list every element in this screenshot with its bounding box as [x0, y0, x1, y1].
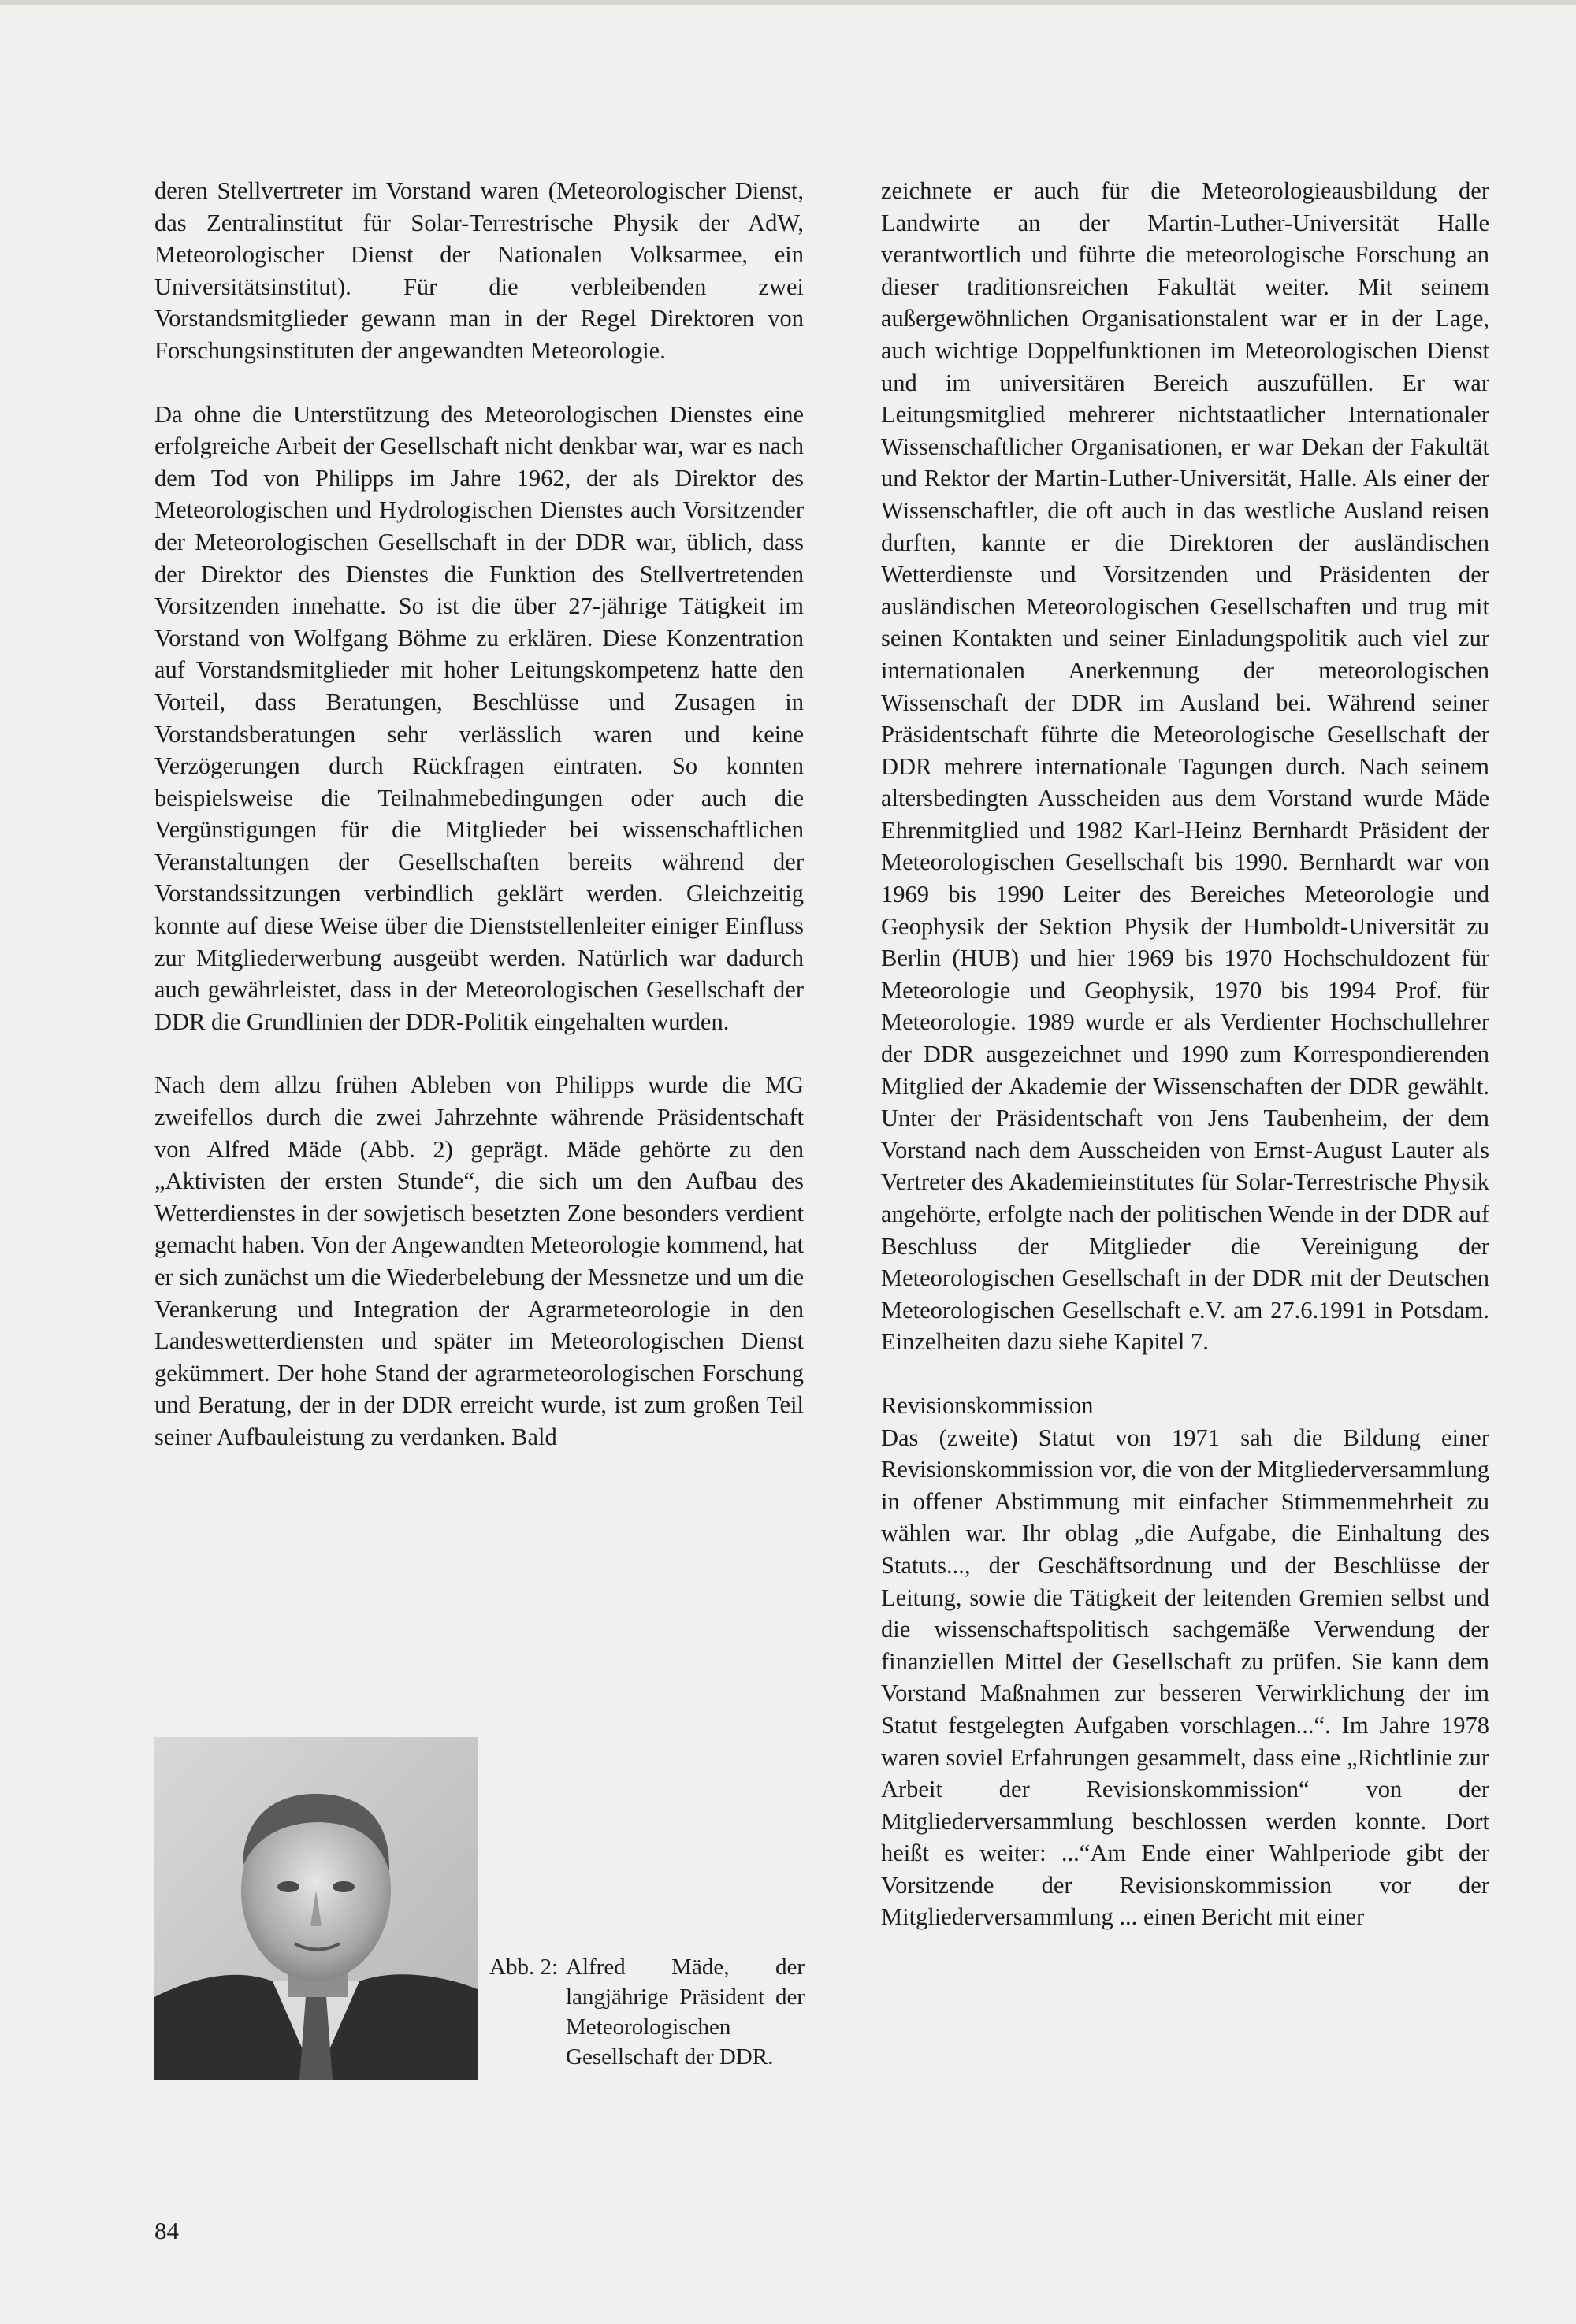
- figure-caption: [489, 1952, 805, 2072]
- figure-abb-2: [154, 1737, 804, 2080]
- portrait-photo: [154, 1737, 478, 2080]
- paragraph: deren Stellvertreter im Vorstand waren (Meteorologischer Dienst, das Zentralinstitut für Solar-Terrestrische Physik der AdW, Meteorologischer Dienst der Nationalen Volksarmee, ein Universitätsinstitut). Für die verbleibenden zwei Vorstandsmitglieder gewann man in der Regel Direktoren von Forschungsinstituten der angewandten Meteorologie.: [154, 177, 804, 364]
- paragraph: zeichnete er auch für die Meteorologieausbildung der Landwirte an der Martin-Luther-Universität Halle verantwortlich und führte die meteorologische Forschung an dieser traditionsreichen Fakultät weiter. Mit seinem außergewöhnlichen Organisationstalent war er in der Lage, auch wichtige Doppelfunktionen im Meteorologischen Dienst und im universitären Bereich auszufüllen. Er war Leitungsmitglied mehrerer nichtstaatlicher Internationaler Wissenschaftlicher Organisationen, er war Dekan der Fakultät und Rektor der Martin-Luther-Universität, Halle. Als einer der Wissenschaftler, die oft auch in das westliche Ausland reisen durften, kannte er die Direktoren der ausländischen Wetterdienste und Vorsitzenden und Präsidenten der ausländischen Meteorologischen Gesellschaften und trug mit seinen Kontakten und seiner Einladungspolitik auch viel zur internationalen Anerkennung der meteorologischen Wissenschaft der DDR im Ausland bei. Während seiner Präsidentschaft führte die Meteorologische Gesellschaft der DDR mehrere internationale Tagungen durch. Nach seinem altersbedingten Ausscheiden aus dem Vorstand wurde Mäde Ehrenmitglied und 1982 Karl-Heinz Bernhardt Präsident der Meteorologischen Gesellschaft bis 1990. Bernhardt war von 1969 bis 1990 Leiter des Bereiches Meteorologie und Geophysik der Sektion Physik der Humboldt-Universität zu Berlin (HUB) und hier 1969 bis 1970 Hochschuldozent für Meteorologie und Geophysik, 1970 bis 1994 Prof. für Meteorologie. 1989 wurde er als Verdienter Hochschullehrer der DDR ausgezeichnet und 1990 zum Korrespondierenden Mitglied der Akademie der Wissenschaften der DDR gewählt. Unter der Präsidentschaft von Jens Taubenheim, der dem Vorstand nach dem Ausscheiden von Ernst-August Lauter als Vertreter des Akademieinstitutes für Solar-Terrestrische Physik angehörte, erfolgte nach der politischen Wende in der DDR auf Beschluss der Mitglieder die Vereinigung der Meteorologischen Gesellschaft in der DDR mit der Deutschen Meteorologischen Gesellschaft e.V. am 27.6.1991 in Potsdam. Einzelheiten dazu siehe Kapitel 7.: [881, 177, 1489, 1356]
- left-column: [154, 175, 804, 1453]
- section-heading: Revisionskommission: [881, 1391, 1094, 1419]
- figure-caption-text: Alfred Mäde, der langjährige Präsident der Meteorologischen Gesellschaft der DDR.: [566, 1955, 805, 2070]
- paragraph: Da ohne die Unterstützung des Meteorologischen Dienstes eine erfolgreiche Arbeit der Gesellschaft nicht denkbar war, war es nach dem Tod von Philipps im Jahre 1962, der als Direktor des Meteorologischen und Hydrologischen Dienstes auch Vorsitzender der Meteorologischen Gesellschaft in der DDR war, üblich, dass der Direktor des Dienstes die Funktion des Stellvertretenden Vorsitzenden innehatte. So ist die über 27-jährige Tätigkeit im Vorstand von Wolfgang Böhme zu erklären. Diese Konzentration auf Vorstandsmitglieder mit hoher Leitungskompetenz hatte den Vorteil, dass Beratungen, Beschlüsse und Zusagen in Vorstandsberatungen sehr verlässlich waren und keine Verzögerungen durch Rückfragen eintraten. So konnten beispielsweise die Teilnahmebedingungen oder auch die Vergünstigungen für die Mitglieder bei wissenschaftlichen Veranstaltungen der Gesellschaften bereits während der Vorstandssitzungen verbindlich geklärt werden. Gleichzeitig konnte auf diese Weise über die Dienststellenleiter einiger Einfluss zur Mitgliederwerbung ausgeübt werden. Natürlich war dadurch auch gewährleistet, dass in der Meteorologischen Gesellschaft der DDR die Grundlinien der DDR-Politik eingehalten wurden.: [154, 400, 804, 1035]
- page-edge: [0, 0, 1576, 5]
- page-number: 84: [154, 2217, 179, 2244]
- right-column: [881, 175, 1489, 1933]
- paragraph: Nach dem allzu frühen Ableben von Philipps wurde die MG zweifellos durch die zwei Jahrzehnte währende Präsidentschaft von Alfred Mäde (Abb. 2) geprägt. Mäde gehörte zu den „Aktivisten der ersten Stunde“, die sich um den Aufbau des Wetterdienstes in der sowjetisch besetzten Zone besonders verdient gemacht haben. Von der Angewandten Meteorologie kommend, hat er sich zunächst um die Wiederbelebung der Messnetze und um die Verankerung und Integration der Agrarmeteorologie in den Landeswetterdiensten und später im Meteorologischen Dienst gekümmert. Der hohe Stand der agrarmeteorologischen Forschung und Beratung, der in der DDR erreicht wurde, ist zum großen Teil seiner Aufbauleistung zu verdanken. Bald: [154, 1071, 804, 1450]
- paragraph: Das (zweite) Statut von 1971 sah die Bildung einer Revisionskommission vor, die von der Mitgliederversammlung in offener Abstimmung mit einfacher Stimmenmehrheit zu wählen war. Ihr oblag „die Aufgabe, die Einhaltung des Statuts..., der Geschäftsordnung und der Beschlüsse der Leitung, sowie die Tätigkeit der leitenden Gremien selbst und die wissenschaftspolitisch sachgemäße Verwendung der finanziellen Mittel der Gesellschaft zu prüfen. Sie kann dem Vorstand Maßnahmen zur besseren Verwirklichung der im Statut festgelegten Aufgaben vorschlagen...“. Im Jahre 1978 waren soviel Erfahrungen gesammelt, dass eine „Richtlinie zur Arbeit der Revisionskommission“ von der Mitgliederversammlung beschlossen werden konnte. Dort heißt es weiter: ...“Am Ende einer Wahlperiode gibt der Vorsitzende der Revisionskommission vor der Mitgliederversammlung ... einen Bericht mit einer: [881, 1424, 1489, 1931]
- figure-label: Abb. 2:: [489, 1955, 558, 1980]
